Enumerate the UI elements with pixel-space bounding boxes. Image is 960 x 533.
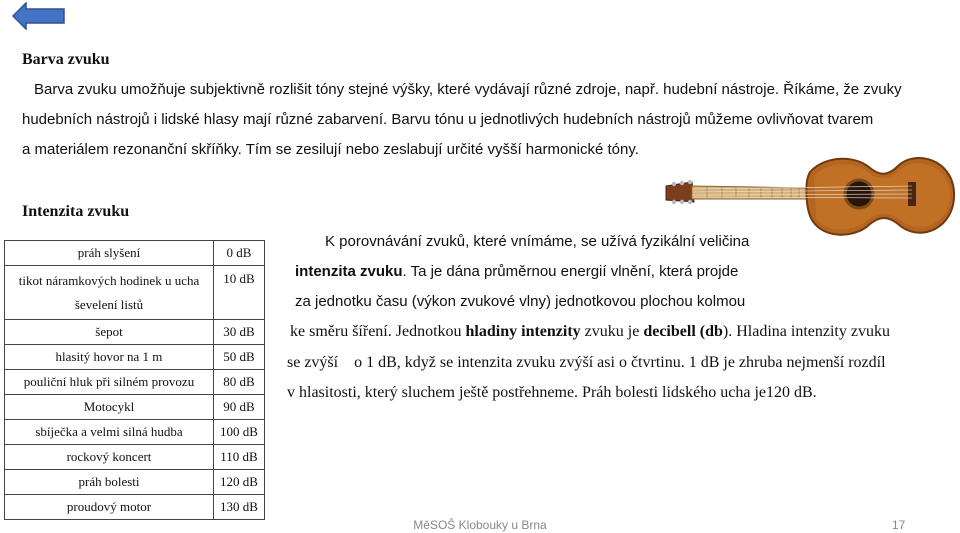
table-row xyxy=(5,370,265,395)
footer-school: MěSOŠ Klobouky u Brna xyxy=(413,518,547,532)
table-cell-label: práh bolesti xyxy=(5,470,214,495)
table-cell-label: Motocykl xyxy=(5,395,214,420)
table-row xyxy=(5,395,265,420)
table-cell-value: 80 dB xyxy=(214,370,265,395)
table-row xyxy=(5,266,265,320)
table-cell-value: 110 dB xyxy=(214,445,265,470)
section-title-intenzita: Intenzita zvuku xyxy=(22,203,130,220)
table-cell-value: 100 dB xyxy=(214,420,265,445)
paragraph-line: K porovnávání zvuků, které vnímáme, se užívá fyzikální veličina xyxy=(325,233,750,250)
table-cell-label-line: ševelení listů xyxy=(74,296,144,312)
table-cell-label: rockový koncert xyxy=(5,445,214,470)
paragraph-line: a materiálem rezonanční skříňky. Tím se zesilují nebo zeslabují určité vyšší harmonické tóny. xyxy=(22,141,639,158)
text-span: ). Hladina intenzity zvuku xyxy=(722,323,890,340)
table-cell-value: 130 dB xyxy=(214,495,265,520)
paragraph-line: Barva zvuku umožňuje subjektivně rozlišit tóny stejné výšky, které vydávají různé zdroje, např. hudební nástroje. Říkáme, že zvuky xyxy=(34,81,902,98)
bold-term: hladiny intenzity xyxy=(465,323,581,340)
table-cell-label: sbíječka a velmi silná hudba xyxy=(5,420,214,445)
text-span: ke směru šíření. Jednotkou xyxy=(290,323,466,340)
sound-level-table xyxy=(4,240,265,520)
table-row xyxy=(5,470,265,495)
back-arrow-button[interactable] xyxy=(12,2,66,30)
table-cell-label: hlasitý hovor na 1 m xyxy=(5,345,214,370)
left-arrow-icon xyxy=(13,3,64,29)
table-cell-value: 30 dB xyxy=(214,320,265,345)
table-cell-value: 10 dB xyxy=(214,266,265,320)
paragraph-line xyxy=(295,257,738,287)
table-cell-value: 0 dB xyxy=(214,241,265,266)
paragraph-line xyxy=(290,317,890,347)
section-title-barva: Barva zvuku xyxy=(22,51,110,68)
paragraph-line: za jednotku času (výkon zvukové vlny) jednotkovou plochou kolmou xyxy=(295,293,746,310)
text-span: zvuku je xyxy=(580,323,644,340)
paragraph-line: hudebních nástrojů i lidské hlasy mají různé zabarvení. Barvu tónu u jednotlivých hudebních nástrojů můžeme ovlivňovat tvarem xyxy=(22,111,874,128)
table-cell-label: proudový motor xyxy=(5,495,214,520)
text-span: . Ta je dána průměrnou energií vlnění, která projde xyxy=(402,263,739,280)
table-cell-value: 50 dB xyxy=(214,345,265,370)
table-row xyxy=(5,345,265,370)
table-cell-value: 90 dB xyxy=(214,395,265,420)
paragraph-line: se zvýší o 1 dB, když se intenzita zvuku zvýší asi o čtvrtinu. 1 dB je zhruba nejmenší rozdíl xyxy=(287,354,886,371)
table-row xyxy=(5,241,265,266)
bold-term: intenzita zvuku xyxy=(295,263,403,280)
table-row xyxy=(5,495,265,520)
table-cell-label: pouliční hluk při silném provozu xyxy=(5,370,214,395)
table-cell-label: šepot xyxy=(5,320,214,345)
bold-term: decibell (db xyxy=(643,323,723,340)
table-row xyxy=(5,420,265,445)
page-number: 17 xyxy=(892,518,906,532)
table-row xyxy=(5,320,265,345)
table-cell-value: 120 dB xyxy=(214,470,265,495)
table-cell-label xyxy=(5,266,214,320)
paragraph-line: v hlasitosti, který sluchem ještě postřehneme. Práh bolesti lidského ucha je120 dB. xyxy=(287,384,817,401)
table-cell-label-line: tikot náramkových hodinek u ucha xyxy=(18,272,200,288)
table-row xyxy=(5,445,265,470)
table-cell-label: práh slyšení xyxy=(5,241,214,266)
